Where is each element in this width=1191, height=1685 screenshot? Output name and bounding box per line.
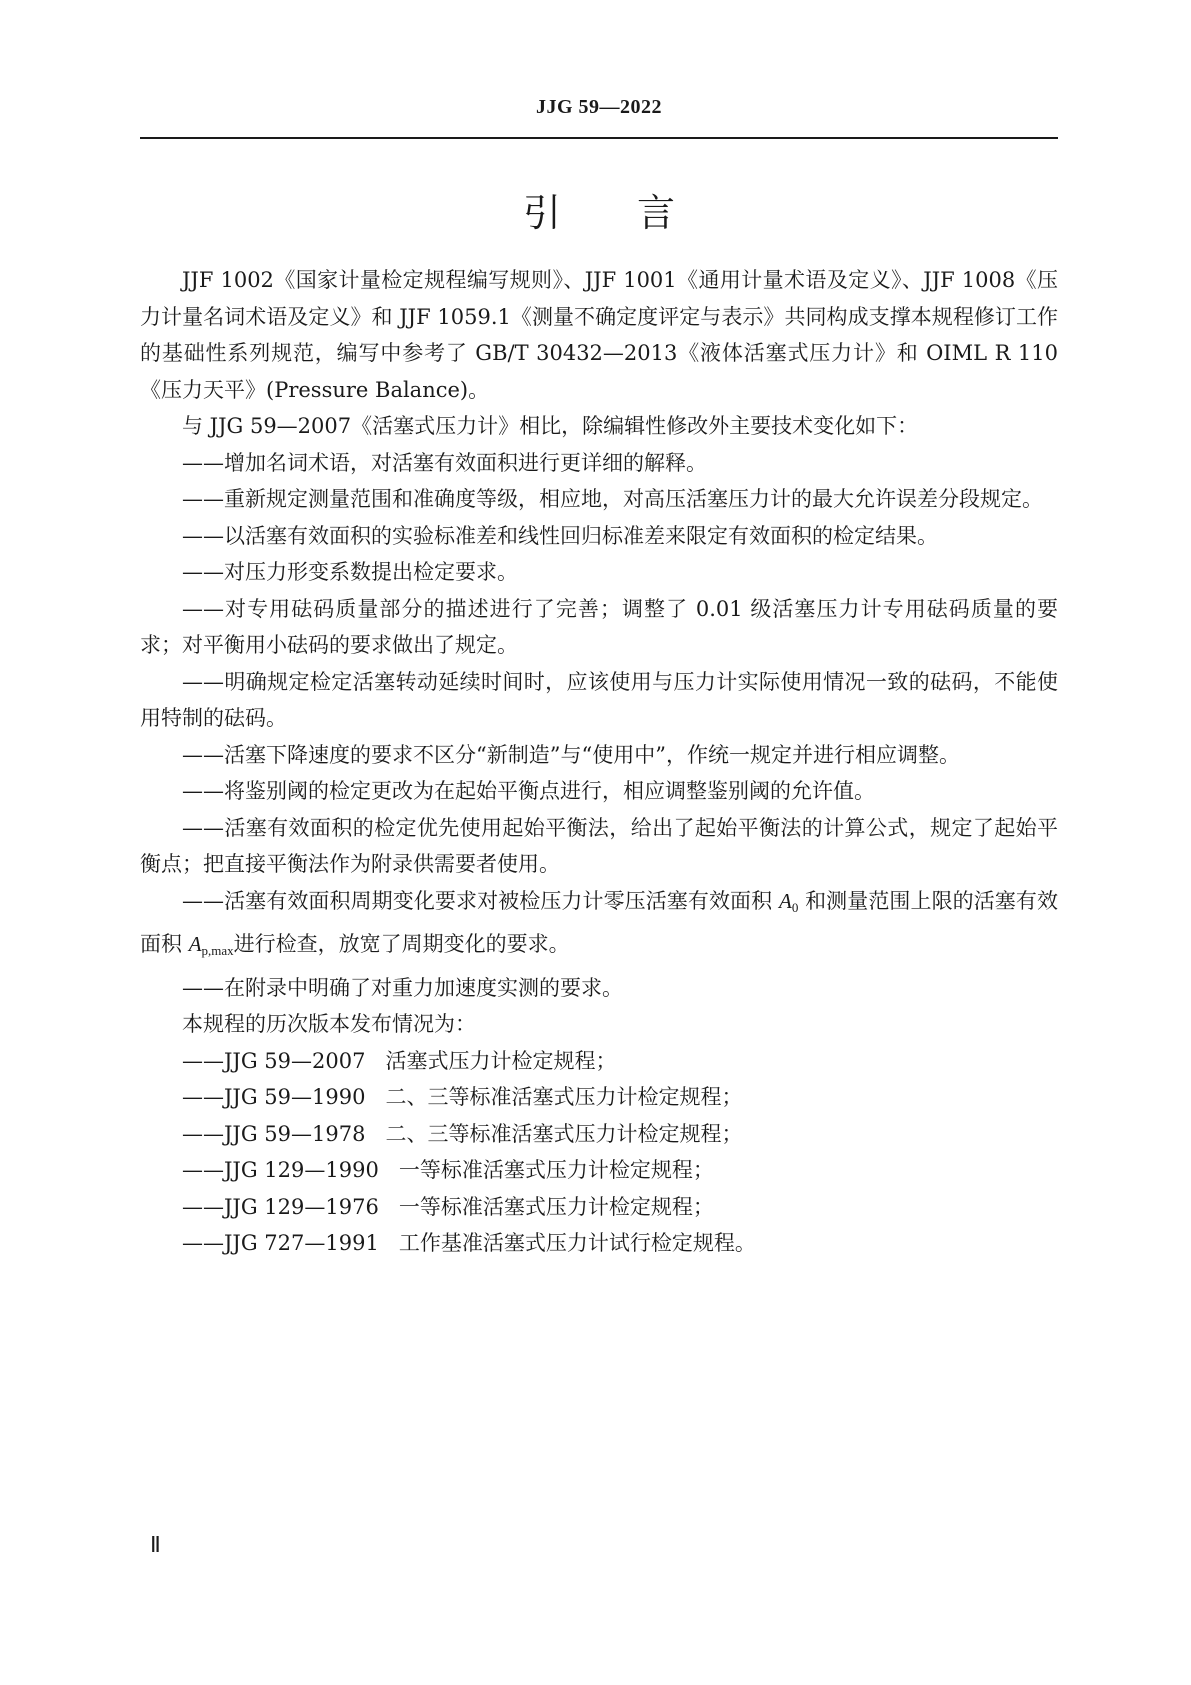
header-rule <box>140 137 1058 139</box>
history-name: 活塞式压力计检定规程； <box>385 1048 617 1073</box>
history-code: ——JJG 129—1976 <box>182 1194 379 1219</box>
page-title: 引言 <box>522 191 751 235</box>
page-number: Ⅱ <box>150 1532 161 1557</box>
change-item: ——增加名词术语，对活塞有效面积进行更详细的解释。 <box>182 450 707 475</box>
history-code: ——JJG 59—2007 <box>182 1048 366 1073</box>
header-code: JJG 59—2022 <box>535 96 663 118</box>
symbol-apmax: A <box>188 932 202 956</box>
body-text <box>140 262 1058 1262</box>
change-item: ——活塞下降速度的要求不区分“新制造”与“使用中”，作统一规定并进行相应调整。 <box>182 742 960 767</box>
history-item <box>140 1152 1058 1189</box>
change-item: ——以活塞有效面积的实验标准差和线性回归标准差来限定有效面积的检定结果。 <box>182 523 938 548</box>
history-code: ——JJG 129—1990 <box>182 1158 379 1182</box>
change-item: ——活塞有效面积的检定优先使用起始平衡法，给出了起始平衡法的计算公式，规定了起始平衡点；把直接平衡法作为附录供需要者使用。 <box>140 815 1058 876</box>
period-text-1: ——活塞有效面积周期变化要求对被检压力计零压活塞有效面积 <box>182 888 779 913</box>
change-item: ——在附录中明确了对重力加速度实测的要求。 <box>182 975 623 1000</box>
history-name: 一等标准活塞式压力计检定规程； <box>398 1194 714 1219</box>
history-code: ——JJG 59—1978 <box>182 1121 366 1146</box>
history-item <box>140 1043 1058 1080</box>
symbol-apmax-subscript: p,max <box>201 943 234 958</box>
change-item: ——对压力形变系数提出检定要求。 <box>182 560 518 584</box>
change-item: ——对专用砝码质量部分的描述进行了完善；调整了 0.01 级活塞压力计专用砝码质量的要求；对平衡用小砝码的要求做出了规定。 <box>140 596 1058 657</box>
period-text-2: 和测量范围上限的活塞有效面积 <box>140 888 1058 956</box>
history-intro: 本规程的历次版本发布情况为： <box>182 1012 476 1036</box>
history-item <box>140 1225 1058 1262</box>
history-name: 工作基准活塞式压力计试行检定规程。 <box>398 1231 756 1255</box>
history-item <box>140 1116 1058 1153</box>
history-item <box>140 1079 1058 1116</box>
change-item: ——明确规定检定活塞转动延续时间时，应该使用与压力计实际使用情况一致的砝码，不能使用特制的砝码。 <box>140 669 1058 730</box>
symbol-a0: A <box>778 888 792 913</box>
intro-paragraph: JJF 1002《国家计量检定规程编写规则》、JJF 1001《通用计量术语及定义》、JJF 1008《压力计量名词术语及定义》和 JJF 1059.1《测量不确定度评定与表示》共同构成支撑本规程修订工作的基础性系列规范，编写中参考了 GB/T 30432—2013《液体活塞式压力计》和 OIML R 110《压力天平》(Pressure Balance)。 <box>140 268 1058 402</box>
period-text-3: 进行检查，放宽了周期变化的要求。 <box>233 932 570 956</box>
history-code: ——JJG 727—1991 <box>182 1231 379 1255</box>
history-name: 二、三等标准活塞式压力计检定规程； <box>385 1085 743 1109</box>
change-item: ——将鉴别阈的检定更改为在起始平衡点进行，相应调整鉴别阈的允许值。 <box>182 779 875 803</box>
change-item: ——重新规定测量范围和准确度等级，相应地，对高压活塞压力计的最大允许误差分段规定。 <box>182 487 1043 511</box>
comparison-paragraph: 与 JJG 59—2007《活塞式压力计》相比，除编辑性修改外主要技术变化如下： <box>182 414 919 438</box>
change-item-period <box>140 883 1058 970</box>
symbol-a0-subscript: 0 <box>791 899 799 915</box>
history-name: 一等标准活塞式压力计检定规程； <box>398 1158 714 1182</box>
history-item <box>140 1189 1058 1226</box>
history-name: 二、三等标准活塞式压力计检定规程； <box>385 1121 743 1146</box>
history-code: ——JJG 59—1990 <box>182 1085 366 1109</box>
